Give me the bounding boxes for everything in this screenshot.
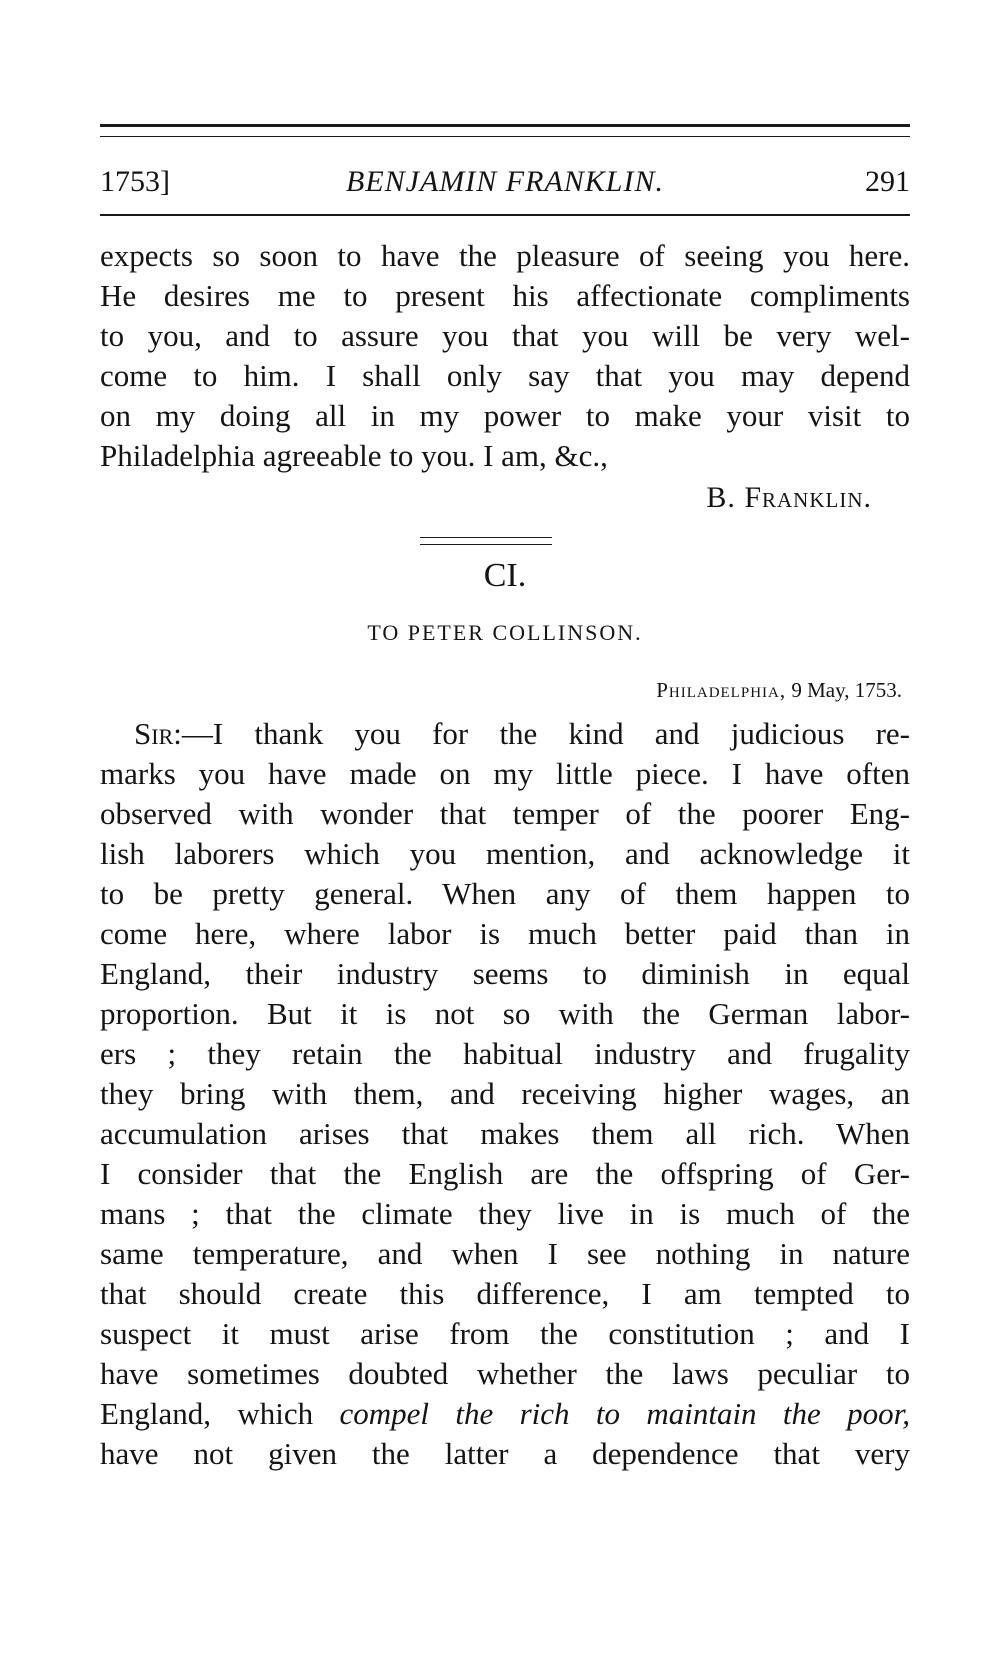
text-line: same temperature, and when I see nothing in nature (100, 1236, 910, 1271)
text-line: expects so soon to have the pleasure of seeing you here. (100, 238, 910, 273)
text-line-opening (100, 714, 910, 754)
opening-text: :—I thank you for the kind and judicious re- (173, 716, 910, 751)
dateline-place: Philadelphia, (656, 678, 787, 702)
text-line: mans ; that the climate they live in is much of the (100, 1196, 910, 1231)
dateline-date: 9 May, 1753. (791, 678, 902, 702)
text-line: to be pretty general. When any of them happen to (100, 876, 910, 911)
text-line: have sometimes doubted whether the laws peculiar to (100, 1356, 910, 1391)
text-line: on my doing all in my power to make your visit to (100, 398, 910, 433)
text-line: I consider that the English are the offspring of Ger- (100, 1156, 910, 1191)
text-line: accumulation arises that makes them all rich. When (100, 1116, 910, 1151)
text-line-emphasis (100, 1394, 910, 1434)
text-line: England, their industry seems to diminish in equal (100, 956, 910, 991)
signature: B. Franklin. (706, 481, 872, 514)
letter-dateline (656, 676, 902, 704)
emphasis-prefix: England, which (100, 1396, 340, 1431)
text-line: come to him. I shall only say that you may depend (100, 358, 910, 393)
letter-recipient: TO PETER COLLINSON. (367, 620, 643, 645)
running-head-year: 1753] (100, 165, 170, 198)
text-line: ers ; they retain the habitual industry and frugality (100, 1036, 910, 1071)
running-head (100, 162, 910, 202)
page-number: 291 (865, 165, 910, 198)
text-line: observed with wonder that temper of the poorer Eng- (100, 796, 910, 831)
book-page (100, 0, 910, 1658)
text-line: Philadelphia agreeable to you. I am, &c., (100, 438, 608, 473)
text-line: proportion. But it is not so with the German labor- (100, 996, 910, 1031)
text-line: they bring with them, and receiving higher wages, an (100, 1076, 910, 1111)
text-line: lish laborers which you mention, and acknowledge it (100, 836, 910, 871)
running-head-underline (100, 214, 910, 216)
letter-body (100, 714, 910, 1474)
text-line: have not given the latter a dependence that very (100, 1436, 910, 1471)
emphasis-italic: compel the rich to maintain the poor, (339, 1396, 910, 1431)
letter-number: CI. (483, 557, 527, 594)
text-line: come here, where labor is much better paid than in (100, 916, 910, 951)
header-rule-thick (100, 124, 910, 127)
text-line: suspect it must arise from the constitution ; and I (100, 1316, 910, 1351)
section-separator (420, 544, 552, 545)
text-line: that should create this difference, I am tempted to (100, 1276, 910, 1311)
section-separator (420, 537, 552, 538)
header-rule-thin (100, 136, 910, 137)
running-head-title: BENJAMIN FRANKLIN. (346, 165, 664, 198)
text-line: marks you have made on my little piece. I have often (100, 756, 910, 791)
text-line: He desires me to present his affectionate compliments (100, 278, 910, 313)
continuation-paragraph (100, 236, 910, 476)
salutation: Sir (134, 716, 174, 751)
text-line: to you, and to assure you that you will be very wel- (100, 318, 910, 353)
